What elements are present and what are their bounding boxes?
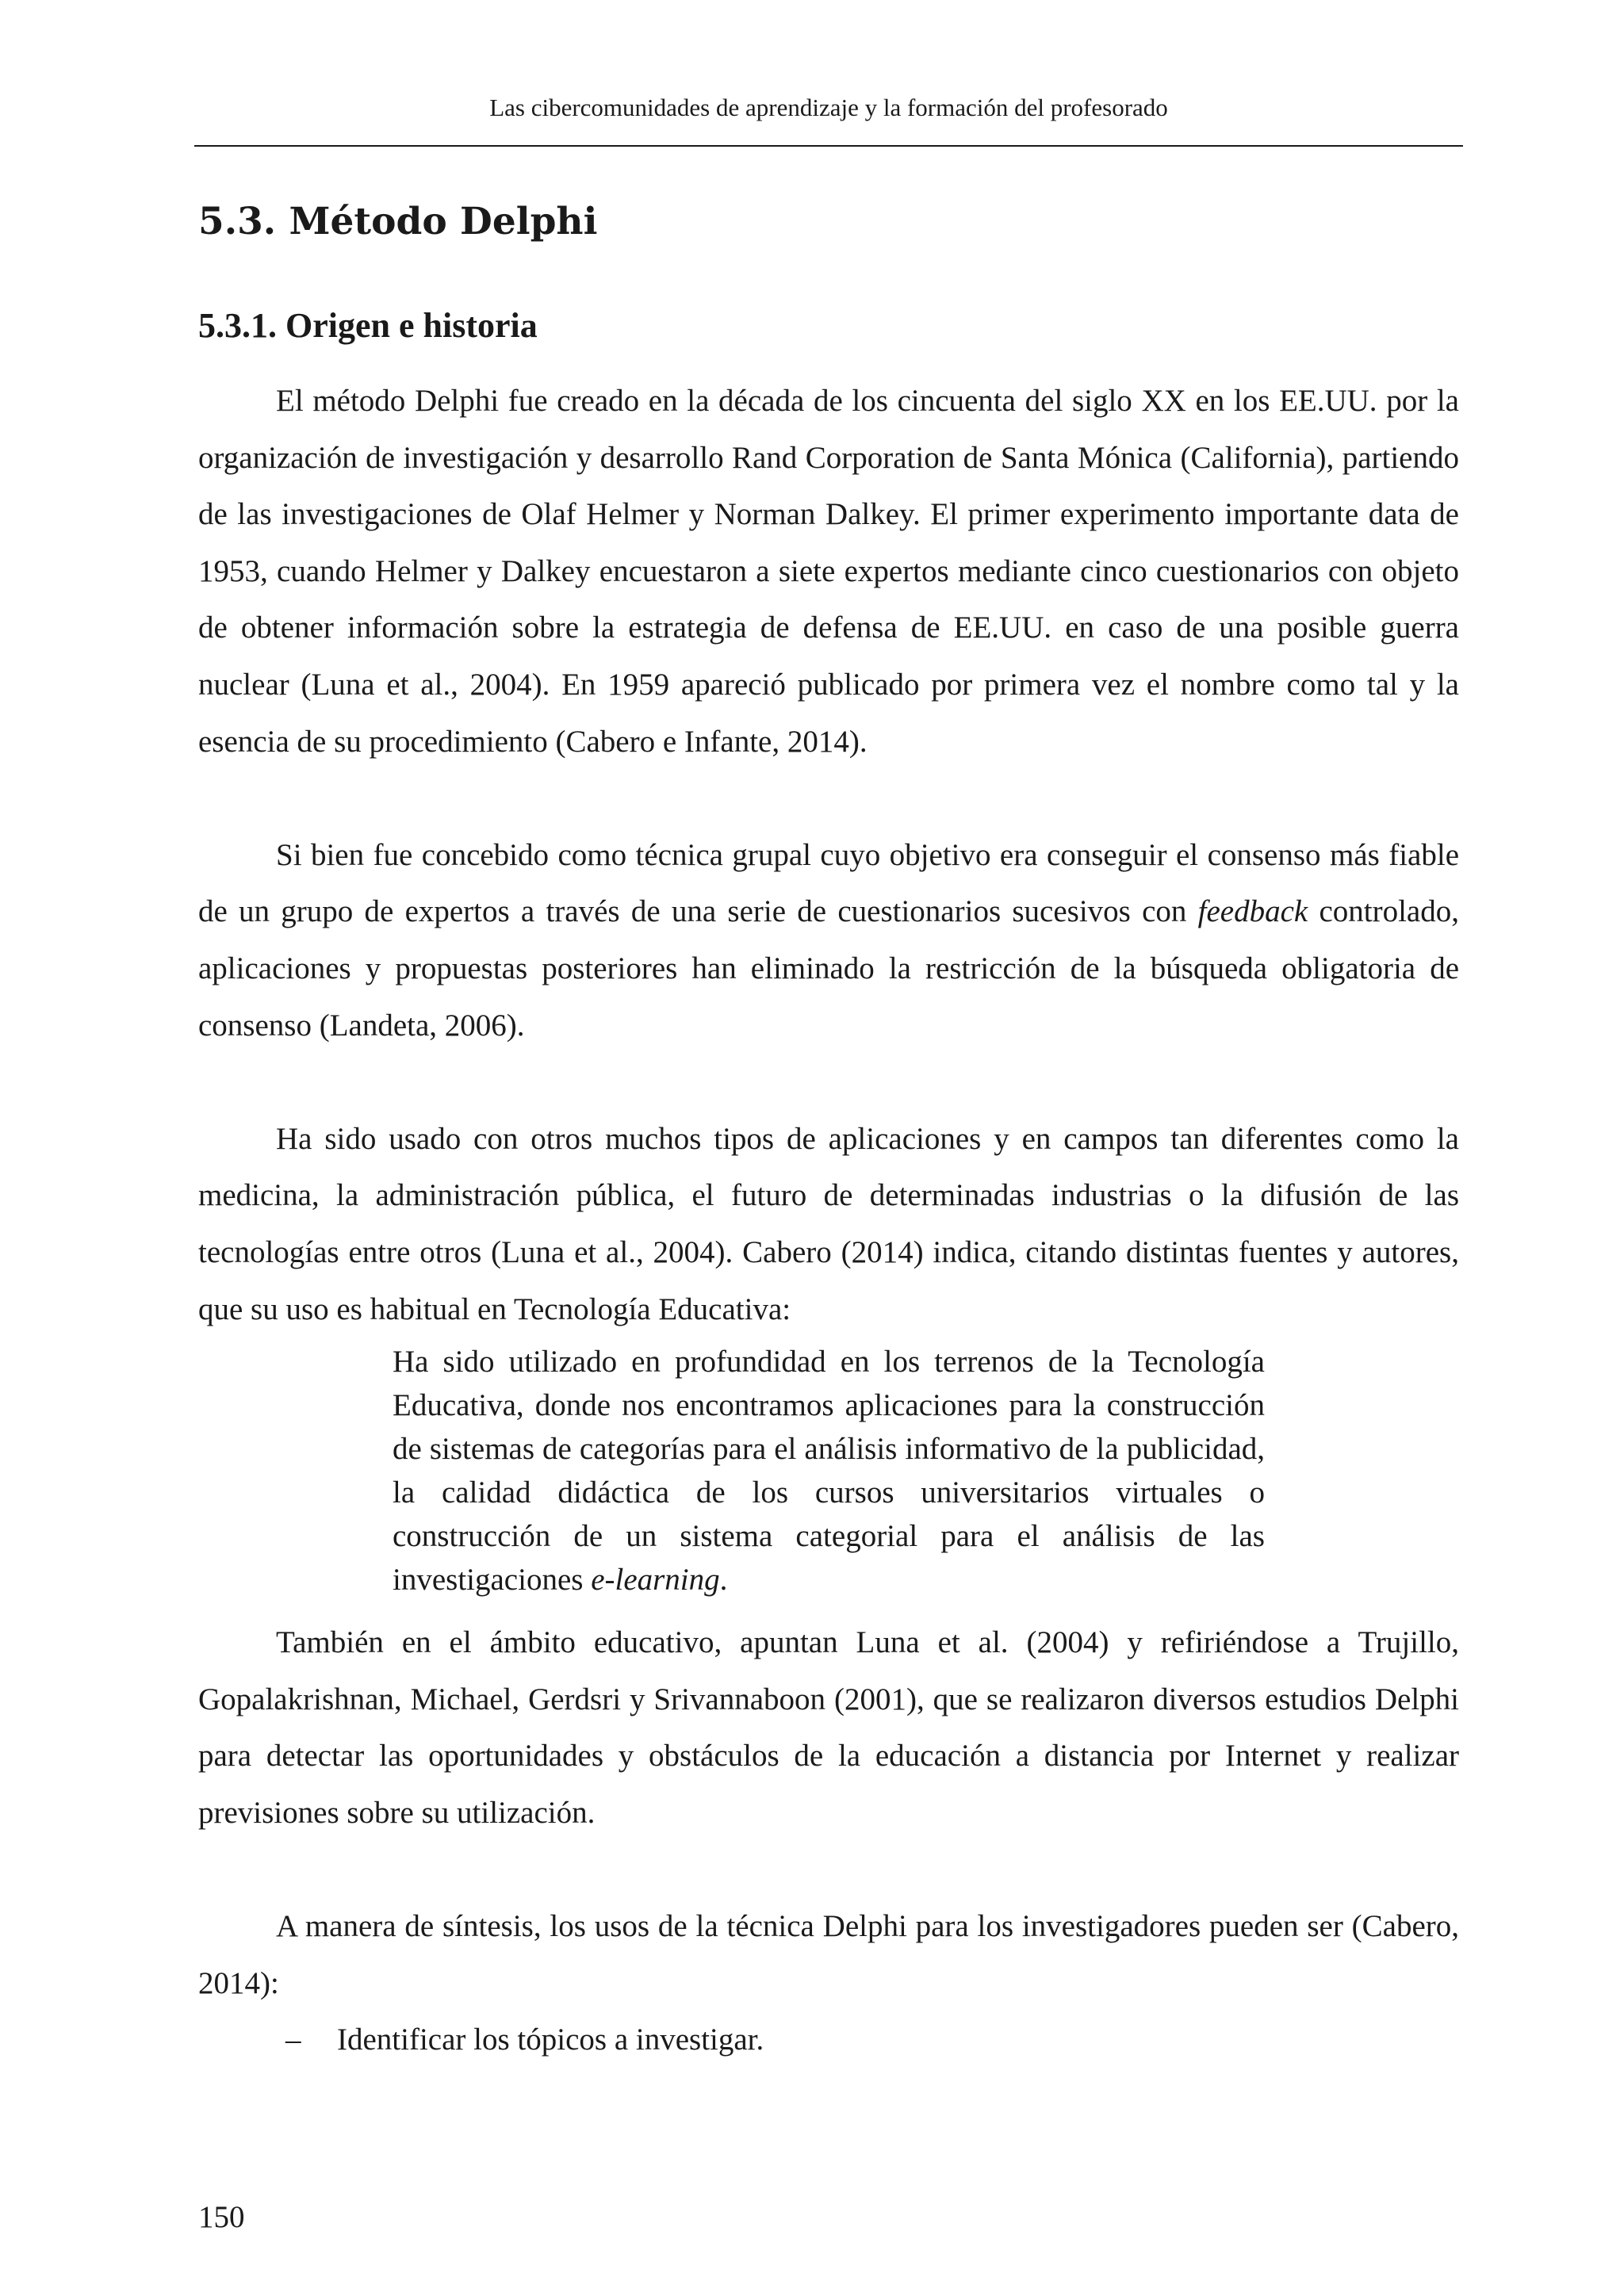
uses-list	[198, 2011, 1459, 2068]
block-quote-emphasis: e-learning	[591, 1563, 720, 1598]
block-quote	[393, 1337, 1265, 1614]
list-item	[198, 2011, 1459, 2068]
header-rule	[194, 145, 1463, 147]
block-quote-text-2: .	[719, 1563, 728, 1598]
paragraph-consensus-emphasis: feedback	[1197, 894, 1308, 929]
section-title: 5.3. Método Delphi	[198, 200, 598, 243]
paragraph-synthesis: A manera de síntesis, los usos de la técnica Delphi para los investigadores pueden ser (Cabero, 2014):	[198, 1909, 1459, 2000]
block-quote-text-1: Ha sido utilizado en profundidad en los terrenos de la Tecnología Educativa, donde nos encontramos aplicaciones para la construcción de sistemas de categorías para el análisis informativo de la publicidad, la calidad didáctica de los cursos universitarios virtuales o construcción de un sistema categorial para el análisis de las investigaciones	[393, 1345, 1265, 1598]
paragraph-applications: Ha sido usado con otros muchos tipos de aplicaciones y en campos tan diferentes como la medicina, la administración pública, el futuro de determinadas industrias o la difusión de las tecnologías entre otros (Luna et al., 2004). Cabero (2014) indica, citando distintas fuentes y autores, que su uso es habitual en Tecnología Educativa:	[198, 1121, 1459, 1326]
paragraph-consensus-text-2: controlado, aplicaciones y propuestas posteriores han eliminado la restricción de la búsqueda obligatoria de consenso (Landeta, 2006).	[198, 894, 1459, 1043]
running-header: Las cibercomunidades de aprendizaje y la formación del profesorado	[489, 94, 1168, 121]
body-text	[198, 373, 1459, 2068]
page-number: 150	[198, 2200, 245, 2234]
paragraph-origin: El método Delphi fue creado en la década de los cincuenta del siglo XX en los EE.UU. por la organización de investigación y desarrollo Rand Corporation de Santa Mónica (California), partiendo de las investigaciones de Olaf Helmer y Norman Dalkey. El primer experimento importante data de 1953, cuando Helmer y Dalkey encuestaron a siete expertos mediante cinco cuestionarios con objeto de obtener información sobre la estrategia de defensa de EE.UU. en caso de una posible guerra nuclear (Luna et al., 2004). En 1959 apareció publicado por primera vez el nombre como tal y la esencia de su procedimiento (Cabero e Infante, 2014).	[198, 384, 1459, 759]
paragraph-consensus	[198, 827, 1459, 1054]
paragraph-consensus-text-1: Si bien fue concebido como técnica grupal cuyo objetivo era conseguir el consenso más fiable de un grupo de expertos a través de una serie de cuestionarios sucesivos con	[198, 837, 1459, 929]
list-item-text: Identificar los tópicos a investigar.	[337, 2022, 764, 2057]
paragraph-education: También en el ámbito educativo, apuntan Luna et al. (2004) y refiriéndose a Trujillo, Gopalakrishnan, Michael, Gerdsri y Srivannaboon (2001), que se realizaron diversos estudios Delphi para detectar las oportunidades y obstáculos de la educación a distancia por Internet y realizar previsiones sobre su utilización.	[198, 1625, 1459, 1830]
list-dash-marker: –	[285, 2022, 301, 2057]
subsection-title: 5.3.1. Origen e historia	[198, 306, 538, 345]
